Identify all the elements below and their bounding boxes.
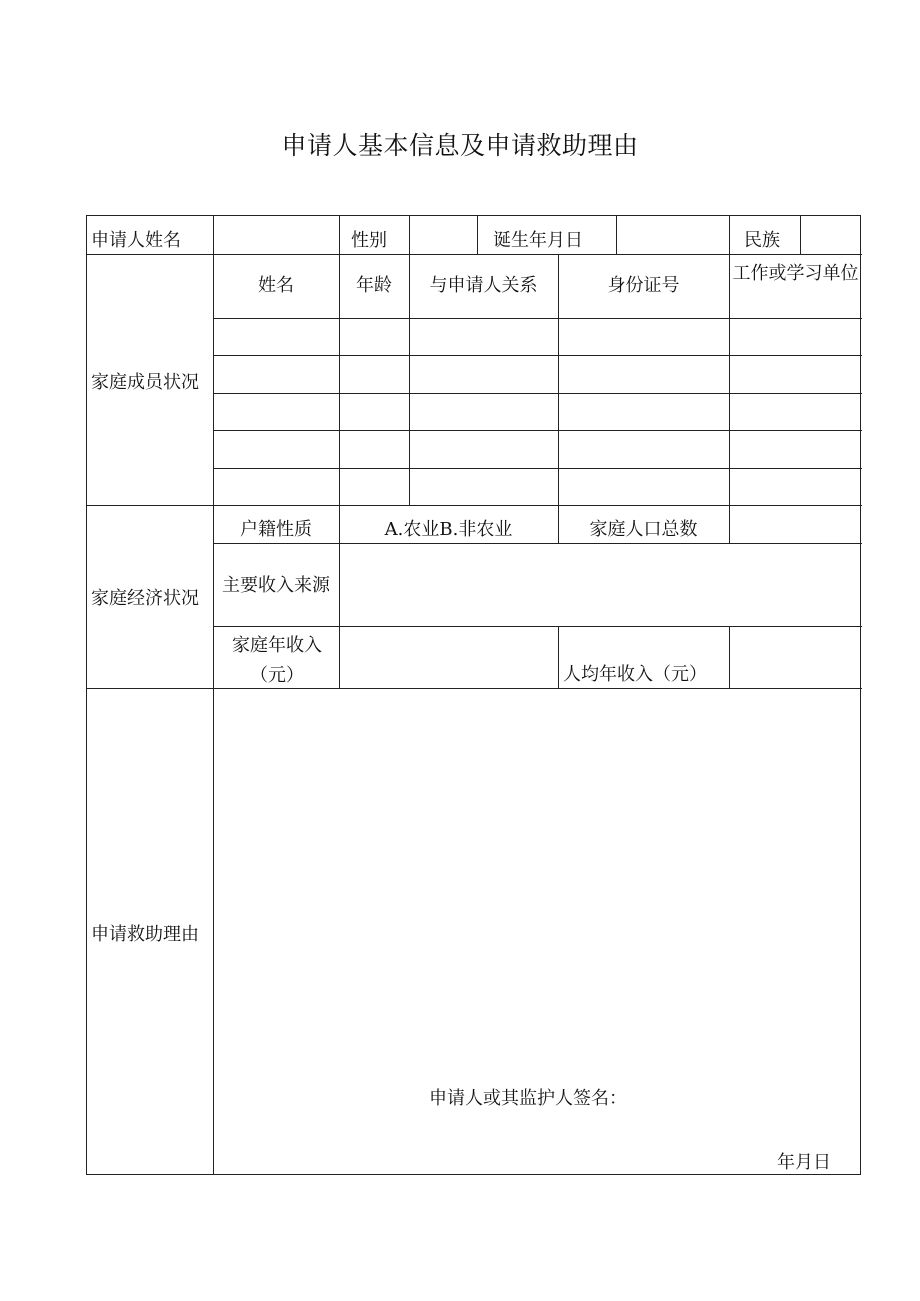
- income-source-field[interactable]: [339, 546, 862, 624]
- date-label: 年月日: [777, 1152, 831, 1173]
- table-row[interactable]: [213, 468, 862, 505]
- signature-label: 申请人或其监护人签名：: [429, 1088, 627, 1109]
- table-row[interactable]: [213, 393, 862, 430]
- per-capita-income-label: 人均年收入（元）: [563, 664, 707, 685]
- member-relation-header: 与申请人关系: [429, 275, 538, 296]
- hukou-label: 户籍性质: [240, 519, 312, 540]
- family-economy-label: 家庭经济状况: [91, 588, 199, 609]
- per-capita-income-field[interactable]: [729, 628, 862, 686]
- family-population-label: 家庭人口总数: [589, 519, 698, 540]
- ethnicity-label: 民族: [744, 230, 780, 251]
- member-id-number-header: 身份证号: [607, 275, 680, 296]
- member-age-header: 年龄: [356, 275, 392, 296]
- table-row[interactable]: [213, 318, 862, 355]
- ethnicity-field[interactable]: [800, 220, 862, 250]
- income-source-label: 主要收入来源: [222, 575, 330, 596]
- annual-income-field[interactable]: [339, 628, 558, 686]
- annual-income-label: 家庭年收入（元）: [232, 635, 322, 686]
- application-form: [86, 215, 861, 1175]
- hukou-options[interactable]: A.农业B.非农业: [384, 519, 513, 540]
- table-row[interactable]: [213, 430, 862, 468]
- family-members-label: 家庭成员状况: [91, 372, 199, 393]
- aid-reason-label: 申请救助理由: [91, 924, 199, 945]
- gender-label: 性别: [351, 230, 387, 251]
- page-title: 申请人基本信息及申请救助理由: [281, 131, 639, 160]
- member-workplace-header: 工作或学习单位: [732, 263, 859, 284]
- table-row[interactable]: [213, 355, 862, 393]
- applicant-name-label: 申请人姓名: [91, 230, 181, 251]
- gender-field[interactable]: [409, 220, 477, 250]
- birth-date-label: 诞生年月日: [493, 230, 583, 251]
- family-population-field[interactable]: [729, 508, 862, 541]
- birth-date-field[interactable]: [616, 220, 729, 250]
- aid-reason-field[interactable]: [217, 692, 857, 1072]
- member-name-header: 姓名: [258, 275, 294, 296]
- applicant-name-field[interactable]: [213, 220, 339, 250]
